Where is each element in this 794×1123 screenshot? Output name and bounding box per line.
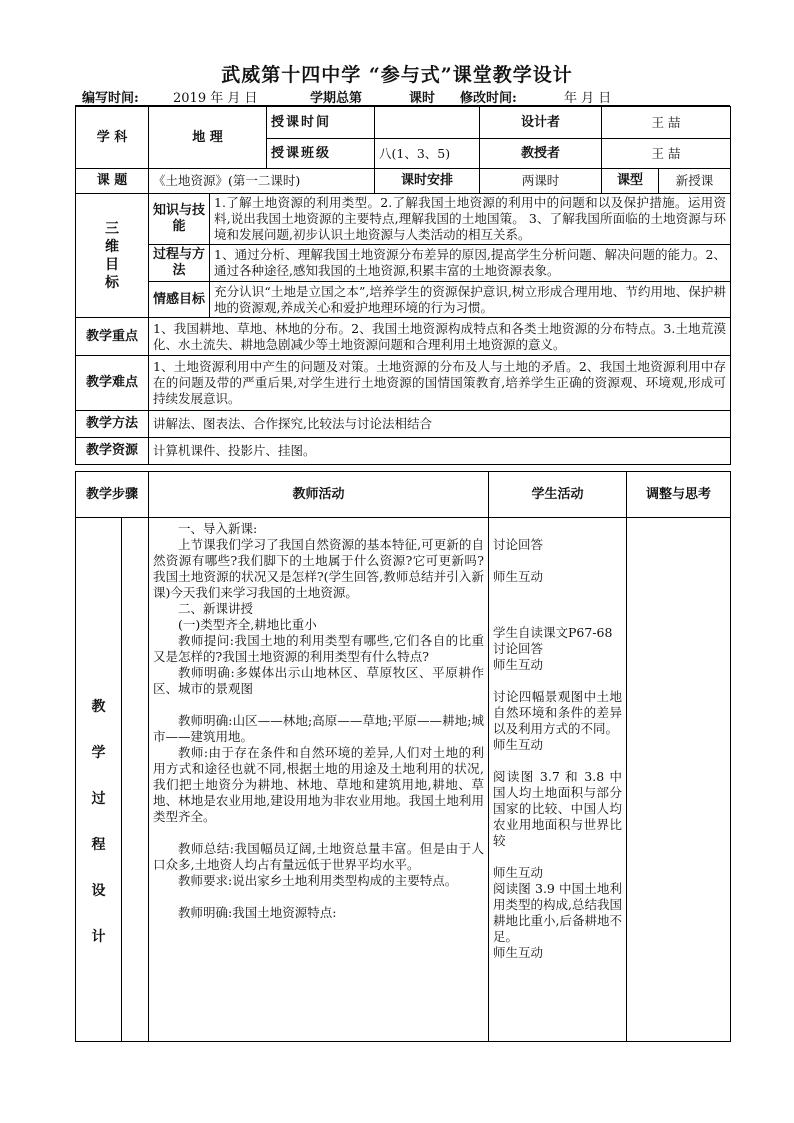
teacher-line: 教师提问:我国土地的利用类型有哪些,它们各自的比重又是怎样的?我国土地资源的利用类型有什么特点? [153, 633, 485, 664]
write-time-value: 2019 年 月 日 [173, 91, 258, 106]
hour-label: 课时 [409, 91, 436, 106]
topic-value: 《土地资源》(第一二课时) [149, 169, 375, 194]
class-value: 八(1、3、5) [375, 139, 480, 169]
resource-text: 计算机课件、投影片、挂图。 [149, 438, 731, 465]
student-line: 师生互动 [493, 657, 544, 672]
teacher-line: 教师明确:山区——林地;高原——草地;平原——耕地;城市——建筑用地。 [153, 713, 485, 744]
process-goal-label: 过程与方法 [149, 245, 210, 282]
student-line: 师生互动 [493, 737, 544, 752]
subject-value: 地 理 [149, 107, 267, 169]
schedule-label: 课时安排 [375, 169, 480, 194]
student-activity-cell [489, 518, 627, 1042]
designer-value: 王 喆 [602, 107, 731, 139]
method-text: 讲解法、图表法、合作探究,比较法与讨论法相结合 [149, 411, 731, 438]
schedule-value: 两课时 [480, 169, 602, 194]
student-line: 师生互动 [493, 865, 544, 880]
term-label: 学期总第 [310, 91, 363, 106]
col-teacher: 教师活动 [149, 472, 489, 518]
teacher-line: 二、新课讲授 [178, 601, 254, 616]
teach-time-value [375, 107, 480, 139]
teacher-line: 上节课我们学习了我国自然资源的基本特征,可更新的自然资源有哪些?我们脚下的土地属于什么资源?它可更新吗?我国土地资源的状况又是怎样?(学生回答,教师总结并引入新课)今天我们来学习我国的土地资源。 [153, 537, 485, 600]
teacher-value: 王 喆 [602, 139, 731, 169]
difficulty-label: 教学难点 [76, 356, 149, 411]
teacher-line: 教师明确:多媒体出示山地林区、草原牧区、平原耕作区、城市的景观图 [153, 665, 485, 696]
lesson-info-table [75, 106, 731, 465]
teach-time-label: 授课时间 [267, 107, 375, 139]
key-points-label: 教学重点 [76, 318, 149, 356]
student-line: 阅读图 3.9 中国土地利用类型的构成,总结我国耕地比重小,后备耕地不足。 [493, 881, 623, 944]
teacher-line: (一)类型齐全,耕地比重小 [178, 617, 317, 632]
page-title: 武威第十四中学 “参与式”课堂教学设计 [221, 64, 573, 86]
col-student: 学生活动 [489, 472, 627, 518]
teacher-line: 教师明确:我国土地资源特点: [178, 905, 337, 920]
teacher-line: 教师要求:说出家乡土地利用类型构成的主要特点。 [178, 873, 458, 888]
goals-label: 三 维 目 标 [76, 194, 149, 318]
emotion-goal-text: 充分认识“土地是立国之本”,培养学生的资源保护意识,树立形成合理用地、节约用地、保护耕地的资源观,养成关心和爱护地理环境的行为习惯。 [210, 282, 731, 318]
student-line: 学生自读课文P67-68 [493, 625, 613, 640]
resource-label: 教学资源 [76, 438, 149, 465]
knowledge-label: 知识与技能 [149, 194, 210, 245]
subject-label: 学 科 [76, 107, 149, 169]
col-step: 教学步骤 [76, 472, 149, 518]
modify-label: 修改时间: [460, 91, 517, 106]
modify-value: 年 月 日 [564, 91, 612, 106]
process-goal-text: 1、通过分析、理解我国土地资源分布差异的原因,提高学生分析问题、解决问题的能力。2、通过各种途径,感知我国的土地资源,积累丰富的土地资源表象。 [210, 245, 731, 282]
col-reflect: 调整与思考 [627, 472, 731, 518]
type-value: 新授课 [659, 169, 731, 194]
key-points-text: 1、我国耕地、草地、林地的分布。2、我国土地资源构成特点和各类土地资源的分布特点。3.土地荒漠化、水土流失、耕地急剧减少等土地资源问题和合理利用土地资源的意义。 [149, 318, 731, 356]
student-line: 讨论四幅景观图中土地自然环境和条件的差异以及利用方式的不同。 [493, 689, 623, 736]
method-label: 教学方法 [76, 411, 149, 438]
meta-line [78, 87, 738, 105]
designer-label: 设计者 [480, 107, 602, 139]
type-label: 课型 [602, 169, 659, 194]
knowledge-text: 1.了解土地资源的利用类型。2.了解我国土地资源的利用中的问题和以及保护措施。运用资料,说出我国土地资源的主要特点,理解我国的土地国策。 3、了解我国所面临的土地资源与环境和发展问题,初步认识土地资源与人类活动的相互关系。 [210, 194, 731, 245]
process-table [75, 471, 731, 1042]
student-line: 师生互动 [493, 569, 544, 584]
reflection-cell [627, 518, 731, 1042]
topic-label: 课 题 [76, 169, 149, 194]
teacher-line: 教师总结:我国幅员辽阔,土地资总量丰富。但是由于人口众多,土地资人均占有量远低于世界平均水平。 [153, 841, 485, 872]
student-line: 讨论回答 [493, 641, 544, 656]
write-time-label: 编写时间: [82, 91, 139, 106]
difficulty-text: 1、土地资源利用中产生的问题及对策。土地资源的分布及人与土地的矛盾。2、我国土地资源利用中存在的问题及带的严重后果,对学生进行土地资源的国情国策教育,培养学生正确的资源观、环境观,形成可持续发展意识。 [149, 356, 731, 411]
process-blank-column [122, 518, 149, 1042]
teacher-label: 教授者 [480, 139, 602, 169]
teacher-line: 教师:由于存在条件和自然环境的差异,人们对土地的利用方式和途径也就不同,根据土地的用途及土地利用的状况,我们把土地资分为耕地、林地、草地和建筑用地,耕地、草地、林地是农业用地,建设用地为非农业用地。我国土地利用类型齐全。 [153, 745, 485, 824]
class-label: 授课班级 [267, 139, 375, 169]
student-line: 讨论回答 [493, 537, 544, 552]
emotion-goal-label: 情感目标 [149, 282, 210, 318]
process-vertical-label: 教 学 过 程 设 计 [76, 518, 122, 1042]
student-line: 阅读图 3.7 和 3.8 中国人均土地面积与部分国家的比较、中国人均农业用地面积与世界比较 [493, 769, 623, 848]
teacher-activity-cell [149, 518, 489, 1042]
teacher-line: 一、导入新课: [178, 521, 258, 536]
student-line: 师生互动 [493, 945, 544, 960]
